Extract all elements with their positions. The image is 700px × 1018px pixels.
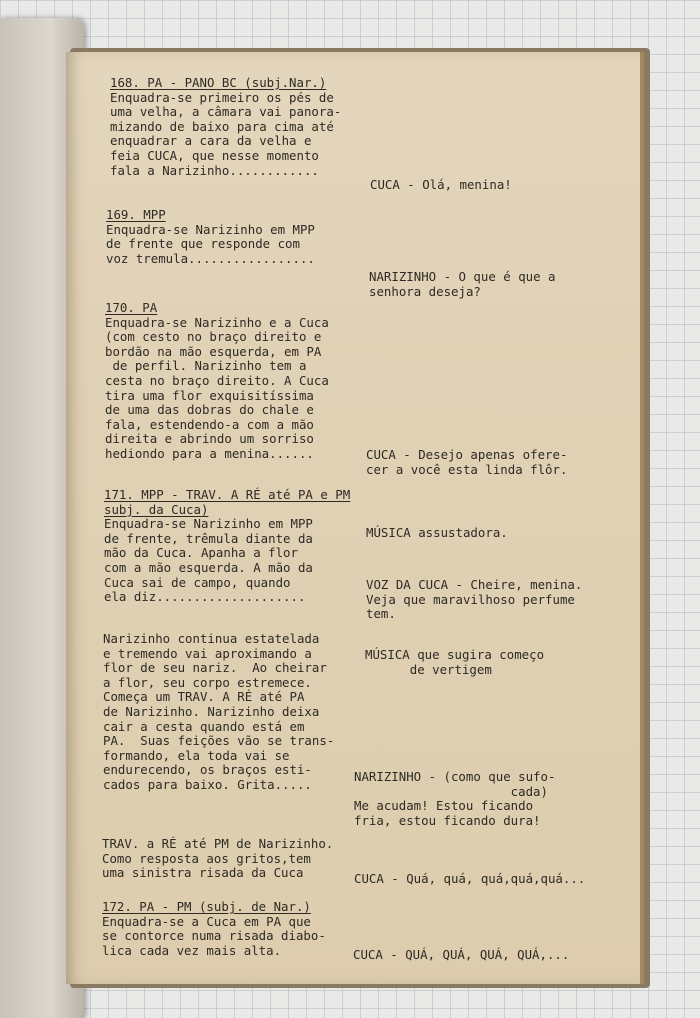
- scene-171-text: Enquadra-se Narizinho em MPP de frente, trêmula diante da mão da Cuca. Apanha a flor com a mão esquerda. A mão da Cuca sai de campo, quando ela diz....................: [104, 516, 313, 605]
- scene-171: [104, 488, 350, 605]
- dialogue-cuca-4: CUCA - QUÁ, QUÁ, QUÁ, QUÁ,...: [353, 947, 570, 962]
- scene-172-heading: 172. PA - PM (subj. de Nar.): [102, 899, 311, 914]
- scene-continuation: [103, 632, 334, 793]
- scene-trav: [102, 837, 333, 881]
- scene-168: [110, 76, 341, 178]
- scene-172-text: Enquadra-se a Cuca em PA que se contorce numa risada diabo- lica cada vez mais alta.: [102, 913, 326, 958]
- scene-170-heading: 170. PA: [105, 300, 158, 315]
- scene-171-heading: 171. MPP - TRAV. A RÉ até PA e PM subj. da Cuca): [104, 487, 351, 517]
- scene-trav-text: TRAV. a RÉ até PM de Narizinho. Como resposta aos gritos,tem uma sinistra risada da Cuca: [102, 836, 334, 881]
- scene-168-heading: 168. PA - PANO BC (subj.Nar.): [110, 75, 327, 90]
- scene-172: [102, 900, 326, 958]
- scene-170: [105, 301, 329, 462]
- scene-170-text: Enquadra-se Narizinho e a Cuca (com cesto no braço direito e bordão na mão esquerda, em PA de perfil. Narizinho tem a cesta no braço direito. A Cuca tira uma flor exquisitíssima de uma das dobras do chale e fala, estendendo-a com a mão direita e abrindo um sorriso hediondo para a menina......: [105, 314, 329, 461]
- scene-169: [106, 208, 315, 266]
- scene-168-text: Enquadra-se primeiro os pés de uma velha, a câmara vai panora- mizando de baixo para cima até enquadrar a cara da velha e feia CUCA, que nesse momento fala a Narizinho............: [110, 89, 342, 178]
- dialogue-narizinho-1: NARIZINHO - O que é que a senhora deseja?: [369, 269, 556, 299]
- dialogue-narizinho-2: NARIZINHO - (como que sufo- cada) Me acudam! Estou ficando fria, estou ficando dura!: [354, 769, 556, 828]
- scene-continuation-text: Narizinho continua estatelada e tremendo vai aproximando a flor de seu nariz. Ao cheirar a flor, seu corpo estremece. Começa um TRAV. A RÉ até PA de Narizinho. Narizinho deixa cair a cesta quando está em PA. Suas feições vão se trans- formando, ela toda vai se endurecendo, os braços esti- cados para baixo. Grita.....: [103, 631, 335, 792]
- script-page: [66, 52, 644, 984]
- dialogue-cuca-1: CUCA - Olá, menina!: [370, 177, 512, 192]
- scene-169-text: Enquadra-se Narizinho em MPP de frente que responde com voz tremula.................: [106, 221, 315, 266]
- dialogue-cuca-2: CUCA - Desejo apenas ofere- cer a você esta linda flôr.: [366, 447, 568, 477]
- music-cue-2: MÚSICA que sugira começo de vertigem: [365, 647, 545, 677]
- music-cue-1: MÚSICA assustadora.: [366, 525, 508, 540]
- scene-169-heading: 169. MPP: [106, 207, 166, 222]
- dialogue-cuca-3: CUCA - Quá, quá, quá,quá,quá...: [354, 871, 586, 886]
- dialogue-voz-da-cuca: VOZ DA CUCA - Cheire, menina. Veja que maravilhoso perfume tem.: [366, 577, 583, 622]
